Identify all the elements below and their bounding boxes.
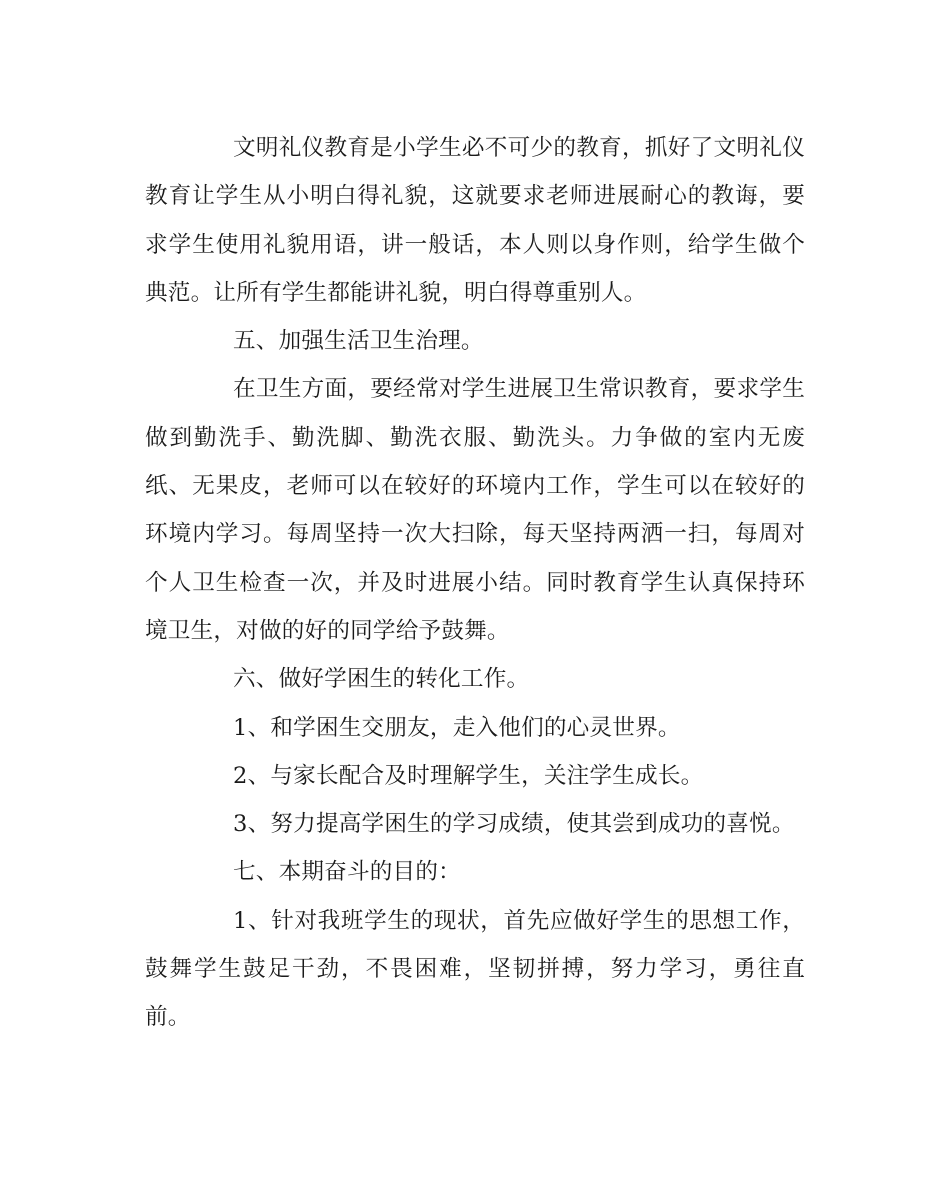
list-item-2: 2、与家长配合及时理解学生，关注学生成长。	[233, 762, 704, 789]
list-item-3: 3、努力提高学困生的学习成绩，使其尝到成功的喜悦。	[233, 811, 795, 838]
heading-section-five: 五、加强生活卫生治理。	[233, 328, 484, 355]
document-body	[145, 124, 805, 1042]
paragraph-etiquette-education: 文明礼仪教育是小学生必不可少的教育，抓好了文明礼仪教育让学生从小明白得礼貌，这就要求老师进展耐心的教诲，要求学生使用礼貌用语，讲一般话，本人则以身作则，给学生做个典范。让所有学生都能讲礼貌，明白得尊重别人。	[145, 135, 805, 306]
list-item-1: 1、和学困生交朋友，走入他们的心灵世界。	[233, 714, 681, 741]
paragraph-goal-1: 1、针对我班学生的现状，首先应做好学生的思想工作，鼓舞学生鼓足干劲，不畏困难，坚韧拼搏，努力学习，勇往直前。	[145, 907, 805, 1031]
heading-section-six: 六、做好学困生的转化工作。	[233, 666, 530, 693]
heading-section-seven: 七、本期奋斗的目的：	[233, 859, 461, 886]
paragraph-hygiene: 在卫生方面，要经常对学生进展卫生常识教育，要求学生做到勤洗手、勤洗脚、勤洗衣服、勤洗头。力争做的室内无废纸、无果皮，老师可以在较好的环境内工作，学生可以在较好的环境内学习。每周坚持一次大扫除，每天坚持两洒一扫，每周对个人卫生检查一次，并及时进展小结。同时教育学生认真保持环境卫生，对做的好的同学给予鼓舞。	[145, 376, 805, 644]
